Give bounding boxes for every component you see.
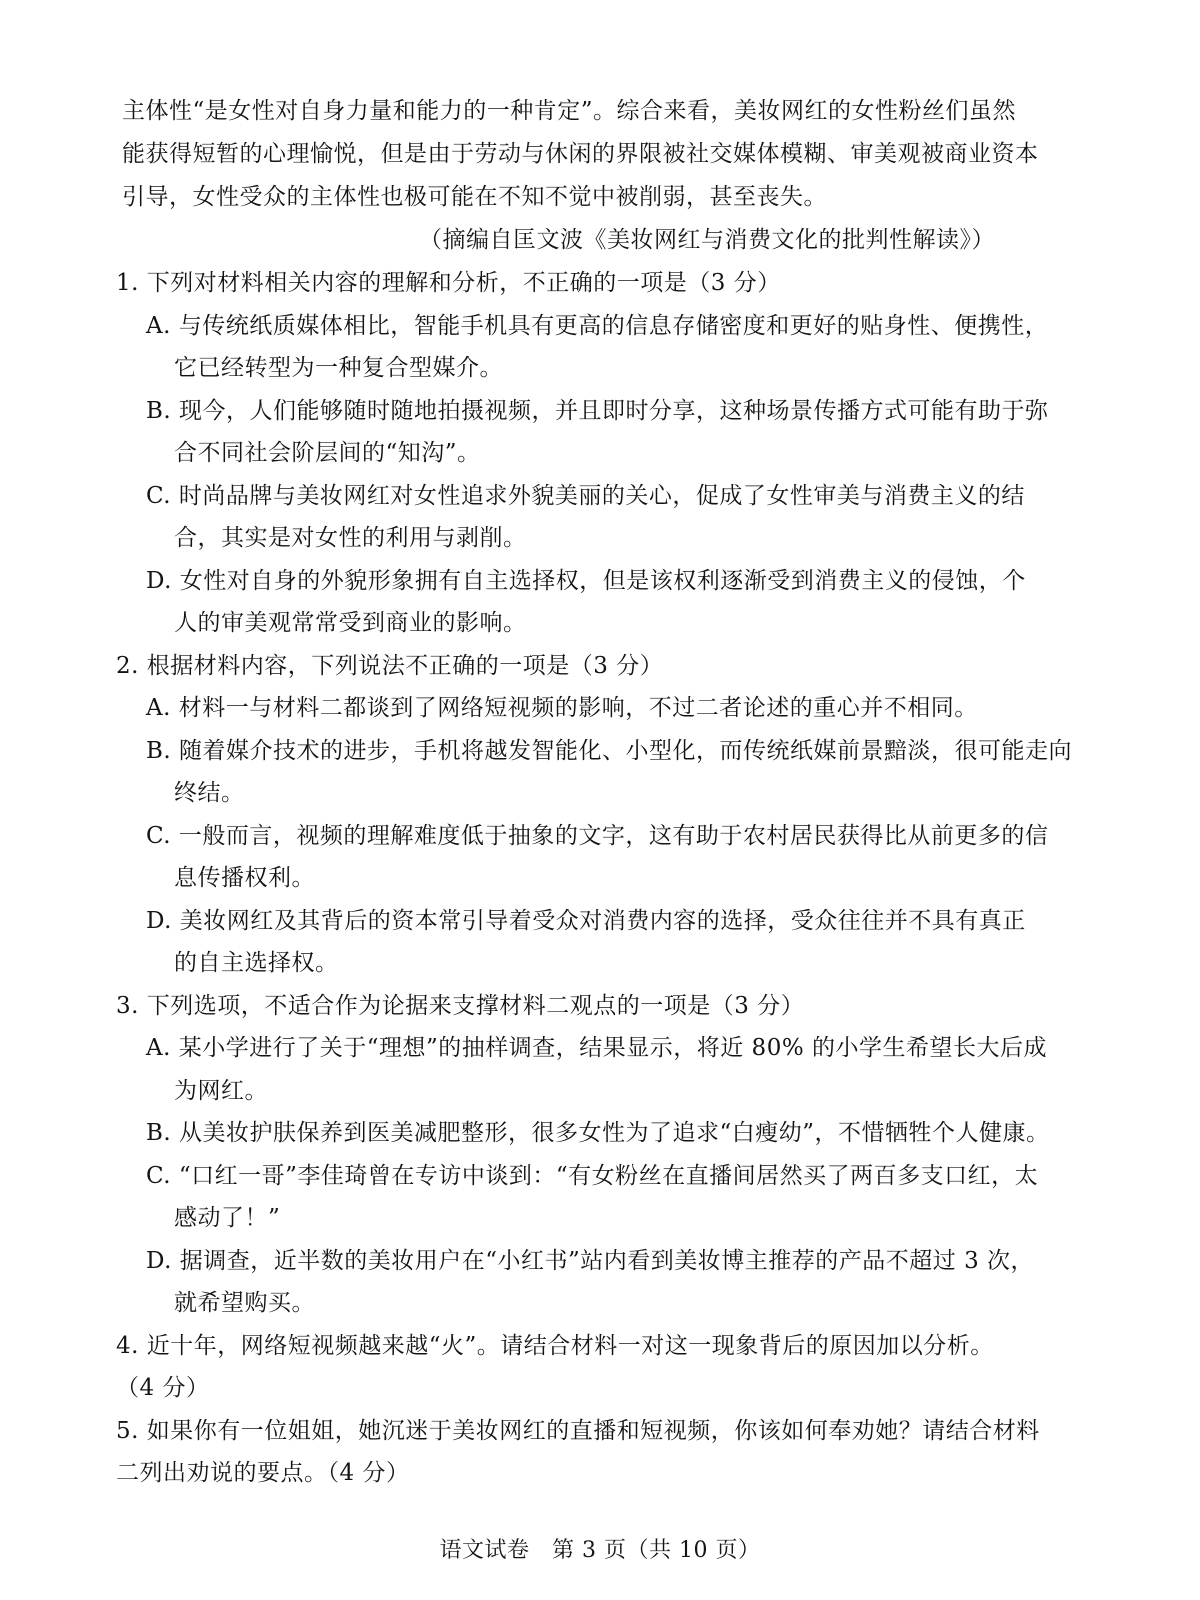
- question-4-stem-cont: （4 分）: [116, 1375, 210, 1401]
- passage-line: 主体性“是女性对自身力量和能力的一种肯定”。综合来看，美妆网红的女性粉丝们虽然: [122, 98, 1017, 124]
- question-3-option-c: C. “口红一哥”李佳琦曾在专访中谈到：“有女粉丝在直播间居然买了两百多支口红，太: [146, 1163, 1039, 1189]
- question-3-option-c-cont: 感动了！”: [174, 1205, 281, 1231]
- question-2-option-b: B. 随着媒介技术的进步，手机将越发智能化、小型化，而传统纸媒前景黯淡，很可能走向: [146, 738, 1073, 764]
- question-1-option-b: B. 现今，人们能够随时随地拍摄视频，并且即时分享，这种场景传播方式可能有助于弥: [146, 398, 1049, 424]
- question-2-stem: 2. 根据材料内容，下列说法不正确的一项是（3 分）: [116, 653, 664, 679]
- question-1-option-d: D. 女性对自身的外貌形象拥有自主选择权，但是该权利逐渐受到消费主义的侵蚀，个: [146, 568, 1026, 594]
- question-2-option-b-cont: 终结。: [174, 780, 245, 806]
- question-4-stem: 4. 近十年，网络短视频越来越“火”。请结合材料一对这一现象背后的原因加以分析。: [116, 1333, 994, 1359]
- page-footer: 语文试卷 第 3 页（共 10 页）: [439, 1538, 761, 1563]
- question-2-option-d-cont: 的自主选择权。: [174, 950, 339, 976]
- passage-line: 引导，女性受众的主体性也极可能在不知不觉中被削弱，甚至丧失。: [122, 184, 827, 210]
- question-3-stem: 3. 下列选项，不适合作为论据来支撑材料二观点的一项是（3 分）: [116, 993, 805, 1019]
- question-2-option-c: C. 一般而言，视频的理解难度低于抽象的文字，这有助于农村居民获得比从前更多的信: [146, 823, 1049, 849]
- question-2-option-d: D. 美妆网红及其背后的资本常引导着受众对消费内容的选择，受众往往并不具有真正: [146, 908, 1026, 934]
- question-1-option-a: A. 与传统纸质媒体相比，智能手机具有更高的信息存储密度和更好的贴身性、便携性，: [146, 313, 1049, 339]
- question-1-stem: 1. 下列对材料相关内容的理解和分析，不正确的一项是（3 分）: [116, 270, 781, 296]
- question-1-option-d-cont: 人的审美观常常受到商业的影响。: [174, 610, 527, 636]
- question-3-option-d: D. 据调查，近半数的美妆用户在“小红书”站内看到美妆博主推荐的产品不超过 3 次，: [146, 1248, 1035, 1274]
- question-3-option-a: A. 某小学进行了关于“理想”的抽样调查，结果显示，将近 80% 的小学生希望长大后成: [146, 1035, 1047, 1061]
- passage-source: （摘编自匡文波《美妆网红与消费文化的批判性解读》）: [419, 227, 995, 253]
- question-3-option-d-cont: 就希望购买。: [174, 1290, 315, 1316]
- question-2-option-a: A. 材料一与材料二都谈到了网络短视频的影响，不过二者论述的重心并不相同。: [146, 695, 978, 721]
- question-3-option-a-cont: 为网红。: [174, 1078, 268, 1104]
- passage-line: 能获得短暂的心理愉悦，但是由于劳动与休闲的界限被社交媒体模糊、审美观被商业资本: [122, 141, 1039, 167]
- question-3-option-b: B. 从美妆护肤保养到医美减肥整形，很多女性为了追求“白瘦幼”，不惜牺牲个人健康。: [146, 1120, 1050, 1146]
- question-5-stem-cont: 二列出劝说的要点。（4 分）: [116, 1460, 410, 1486]
- question-1-option-a-cont: 它已经转型为一种复合型媒介。: [174, 355, 503, 381]
- question-5-stem: 5. 如果你有一位姐姐，她沉迷于美妆网红的直播和短视频，你该如何奉劝她？请结合材料: [116, 1418, 1040, 1444]
- question-1-option-c: C. 时尚品牌与美妆网红对女性追求外貌美丽的关心，促成了女性审美与消费主义的结: [146, 483, 1025, 509]
- question-1-option-c-cont: 合，其实是对女性的利用与剥削。: [174, 525, 527, 551]
- question-1-option-b-cont: 合不同社会阶层间的“知沟”。: [174, 440, 481, 466]
- question-2-option-c-cont: 息传播权利。: [174, 865, 315, 891]
